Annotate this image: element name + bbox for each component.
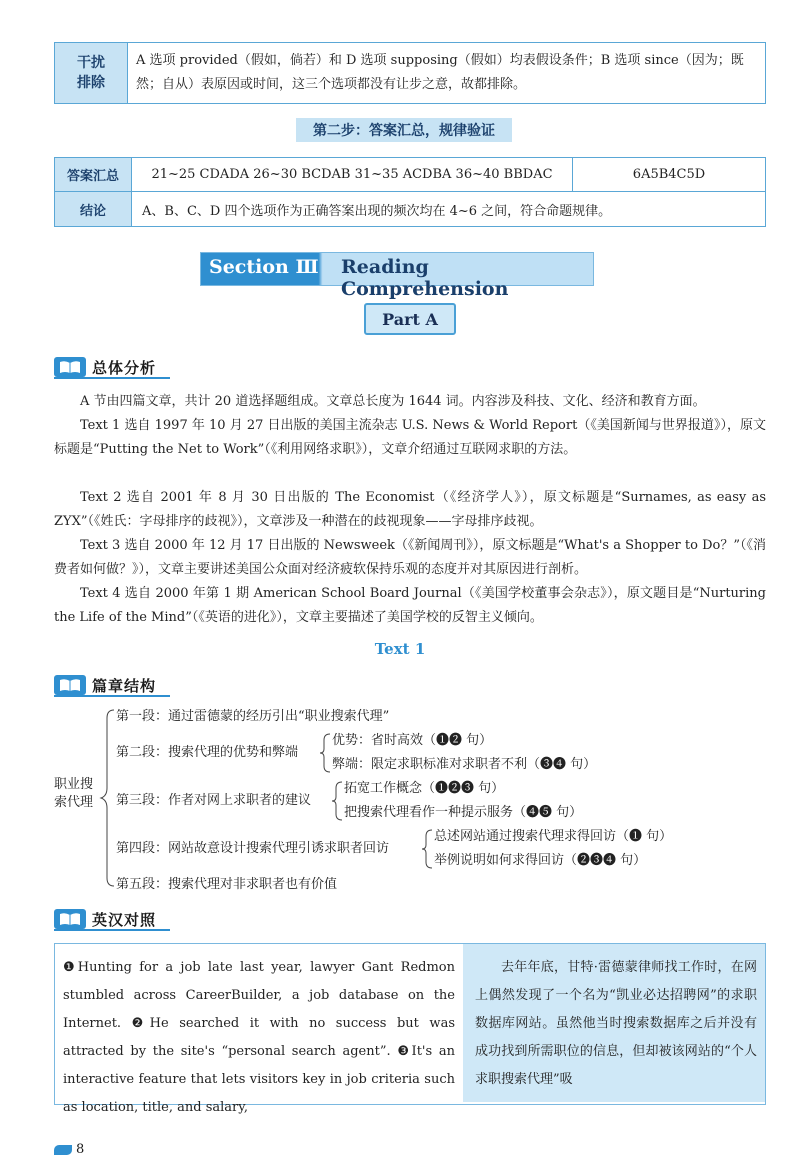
structure-brace-p4 — [420, 828, 434, 870]
answer-table — [54, 157, 766, 227]
structure-tree — [54, 704, 774, 894]
bilingual-box — [54, 943, 766, 1115]
structure-heading — [54, 674, 254, 696]
conclusion-row — [55, 192, 765, 226]
structure-para3: 第三段：作者对网上求职者的建议 — [116, 793, 312, 808]
step2-title: 第二步：答案汇总，规律验证 — [296, 118, 512, 142]
overall-p2: Text 1 选自 1997 年 10 月 27 日出版的美国主流杂志 U.S. News & World Report（《美国新闻与世界报道》），原文标题是“Putting the Net to Work”（《利用网络求职》），文章介绍通过互联网求职的方法。 — [54, 418, 766, 457]
structure-para4-b: 举例说明如何求得回访（❷❸❹ 句） — [434, 853, 647, 868]
interference-table — [54, 42, 766, 104]
conclusion-label: 结论 — [55, 192, 132, 226]
interference-label — [55, 43, 128, 103]
structure-para1: 第一段：通过雷德蒙的经历引出“职业搜索代理” — [116, 709, 390, 724]
structure-brace-main — [98, 704, 118, 892]
answer-summary-row — [55, 158, 765, 192]
structure-para3-b: 把搜索代理看作一种提示服务（❹❺ 句） — [344, 805, 583, 820]
label-line2: 排除 — [77, 75, 105, 91]
heading-underline — [54, 929, 170, 931]
book-icon — [54, 909, 86, 929]
overall-p5: Text 4 选自 2000 年第 1 期 American School Board Journal（《美国学校董事会杂志》），原文题目是“Nurturing the Life of the Mind”（《英语的进化》），文章主要描述了美国学校的反智主义倾向。 — [54, 586, 766, 625]
structure-para5: 第五段：搜索代理对非求职者也有价值 — [116, 877, 338, 892]
structure-heading-text: 篇章结构 — [92, 676, 157, 695]
chinese-text: 去年年底，甘特·雷德蒙律师找工作时，在网上偶然发现了一个名为“凯业必达招聘网”的求职数据库网站。虽然他当时搜索数据库之后并没有成功找到所需职位的信息，但却被该网站的“个人求职搜索代理”吸 — [475, 960, 757, 1087]
chinese-panel — [463, 944, 765, 1102]
book-icon — [54, 675, 86, 695]
section-banner — [200, 252, 594, 300]
structure-para2: 第二段：搜索代理的优势和弊端 — [116, 745, 299, 760]
overall-heading-text: 总体分析 — [92, 358, 157, 377]
conclusion-text: A、B、C、D 四个选项作为正确答案出现的频次均在 4~6 之间，符合命题规律。 — [142, 203, 612, 219]
label-line1: 干扰 — [77, 55, 105, 71]
overall-p1: A 节由四篇文章，共计 20 道选择题组成。文章总长度为 1644 词。内容涉及科技、文化、经济和教育方面。 — [80, 394, 706, 409]
bilingual-heading-text: 英汉对照 — [92, 910, 157, 929]
section-title: Reading Comprehension — [341, 256, 509, 300]
page-number-text: 8 — [76, 1142, 85, 1157]
summary-answers: 21~25 CDADA 26~30 BCDAB 31~35 ACDBA 36~40 BBDAC — [132, 158, 573, 191]
heading-underline — [54, 695, 170, 697]
structure-para2-b: 弊端：限定求职标准对求职者不利（❸❹ 句） — [332, 757, 597, 772]
section-number: Section Ⅲ — [209, 256, 319, 278]
english-text: ❶Hunting for a job late last year, lawyer Gant Redmon stumbled across CareerBuilder, a job database on the Internet. ❷He searched it with no success but was attracted by the site's “personal search agent”. ❸It's an interactive feature that lets visitors key in job criteria such as location, title, and salary, — [63, 960, 455, 1115]
page-number — [54, 1142, 84, 1157]
text1-title: Text 1 — [374, 640, 426, 658]
overall-p3: Text 2 选自 2001 年 8 月 30 日出版的 The Economist（《经济学人》），原文标题是“Surnames, as easy as ZYX”（《姓氏：字母排序的歧视》），文章涉及一种潜在的歧视现象——字母排序歧视。 — [54, 490, 766, 529]
summary-label: 答案汇总 — [55, 158, 132, 191]
book-icon — [54, 357, 86, 377]
bilingual-heading — [54, 908, 254, 930]
overall-p4: Text 3 选自 2000 年 12 月 17 日出版的 Newsweek（《新闻周刊》），原文标题是“What's a Shopper to Do？”（《消费者如何做？》），文章主要讲述美国公众面对经济疲软保持乐观的态度并对其原因进行剖析。 — [54, 538, 766, 577]
summary-count: 6A5B4C5D — [632, 167, 706, 182]
structure-brace-p3 — [330, 780, 344, 822]
leaf-icon — [54, 1145, 72, 1155]
structure-para4-a: 总述网站通过搜索代理求得回访（❶ 句） — [434, 829, 673, 844]
interference-text: A 选项 provided（假如，倘若）和 D 选项 supposing（假如）均表假设条件；B 选项 since（因为；既然；自从）表原因或时间，这三个选项都没有让步之意，故都排除。 — [136, 53, 744, 92]
part-title: Part A — [364, 303, 456, 335]
structure-root: 职业搜索代理 — [54, 777, 94, 810]
heading-underline — [54, 377, 170, 379]
structure-para4: 第四段：网站故意设计搜索代理引诱求职者回访 — [116, 841, 390, 856]
structure-para3-a: 拓宽工作概念（❶❷❸ 句） — [344, 781, 505, 796]
structure-brace-p2 — [318, 732, 332, 774]
structure-para2-a: 优势：省时高效（❶❷ 句） — [332, 733, 493, 748]
overall-heading — [54, 356, 254, 378]
